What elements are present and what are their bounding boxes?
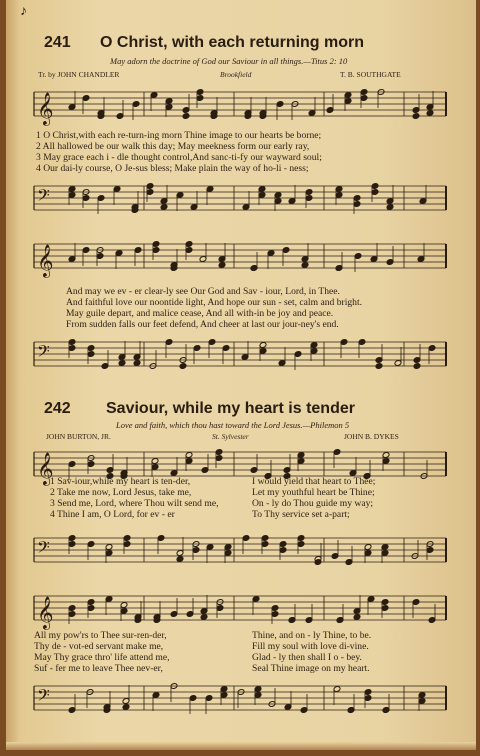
lyric-line: 1 O Christ,with each re-turn-ing morn Thine image to our hearts be borne; [36,130,322,141]
svg-text:𝄞: 𝄞 [37,596,54,629]
lyric-line: Thine, and on - ly Thine, to be. [252,630,372,641]
svg-text:𝄢: 𝄢 [37,685,50,709]
lyric-line: 2 All hallowed be our walk this day; May meekness form our early ray, [36,141,310,152]
verse-lines [50,476,218,520]
lyric-line: 2 Take me now, Lord Jesus, take me, [50,487,192,498]
svg-text:𝄞: 𝄞 [37,452,54,485]
hymn-subtitle: May adorn the doctrine of God our Saviour in all things.—Titus 2: 10 [110,56,348,66]
lyric-line: 1 Sav-iour,while my heart is ten-der, [50,476,191,487]
lyric-line: All my pow'rs to Thee sur-ren-der, [34,630,167,641]
author-credit: JOHN BURTON, JR. [46,432,111,441]
verse-lines [252,476,375,520]
svg-text:𝄞: 𝄞 [37,244,54,277]
hymn-number: 241 [44,34,71,51]
verse-lines [252,630,371,674]
svg-text:𝄢: 𝄢 [37,185,50,209]
lyric-line: On - ly do Thou guide my way; [252,498,374,509]
composer-credit: JOHN B. DYKES [344,432,399,441]
bass-staff [34,180,446,222]
lyric-line: To Thy service set a-part; [252,509,350,520]
lyric-line: May Thy grace thro' life attend me, [34,652,170,663]
lyric-line: May guile depart, and malice cease, And all with-in be joy and peace. [66,308,334,319]
bass-staff [34,532,446,574]
lyric-line: And may we ev - er clear-ly see Our God and Sav - iour, Lord, in Thee. [66,286,340,297]
hymn-subtitle: Love and faith, which thou hast toward the Lord Jesus.—Philemon 5 [116,420,350,430]
page-edge [6,742,476,750]
svg-text:𝄞: 𝄞 [37,92,54,125]
translator-credit: Tr. by JOHN CHANDLER [38,70,120,79]
verse-lines [36,130,322,174]
treble-staff [34,86,446,128]
lyric-line: 4 Thine I am, O Lord, for ev - er [50,509,175,520]
lyric-line: I would yield that heart to Thee; [252,476,376,487]
bass-staff [34,336,446,378]
lyric-line: Seal Thine image on my heart. [252,663,370,674]
hymnal-page [6,0,476,750]
hymn-title: O Christ, with each returning morn [100,34,365,51]
tune-name: Brookfield [220,70,252,79]
lyric-line: Suf - fer me to leave Thee nev-er, [34,663,163,674]
bass-staff [34,680,446,722]
lyric-line: Glad - ly then shall I o - bey. [252,652,362,663]
svg-text:𝄢: 𝄢 [37,341,50,365]
svg-text:𝄢: 𝄢 [37,537,50,561]
lyric-line: 3 May grace each i - dle thought control,And sanc-ti-fy our wayward soul; [36,152,322,163]
lyric-line: Let my youthful heart be Thine; [252,487,375,498]
hymn-title: Saviour, while my heart is tender [106,400,355,417]
lyric-line: From sudden falls our feet defend, And cheer at last our jour-ney's end. [66,319,339,330]
composer-credit: T. B. SOUTHGATE [340,70,401,79]
verse-lines [66,286,362,330]
lyric-line: Thy de - vot-ed servant make me, [34,641,164,652]
page-ornament: ♪ [20,4,27,19]
lyric-line: Fill my soul with love di-vine. [252,641,369,652]
lyric-line: 4 Our dai-ly course, O Je-sus bless; Make plain the way of ho-li - ness; [36,163,309,174]
hymn-number: 242 [44,400,71,417]
lyric-line: And faithful love our noontide light, And hope our sun - set, calm and bright. [66,297,363,308]
verse-lines [34,630,170,674]
treble-staff [34,238,446,280]
treble-staff [34,590,446,632]
tune-name: St. Sylvester [212,432,249,441]
lyric-line: 3 Send me, Lord, where Thou wilt send me, [50,498,219,509]
